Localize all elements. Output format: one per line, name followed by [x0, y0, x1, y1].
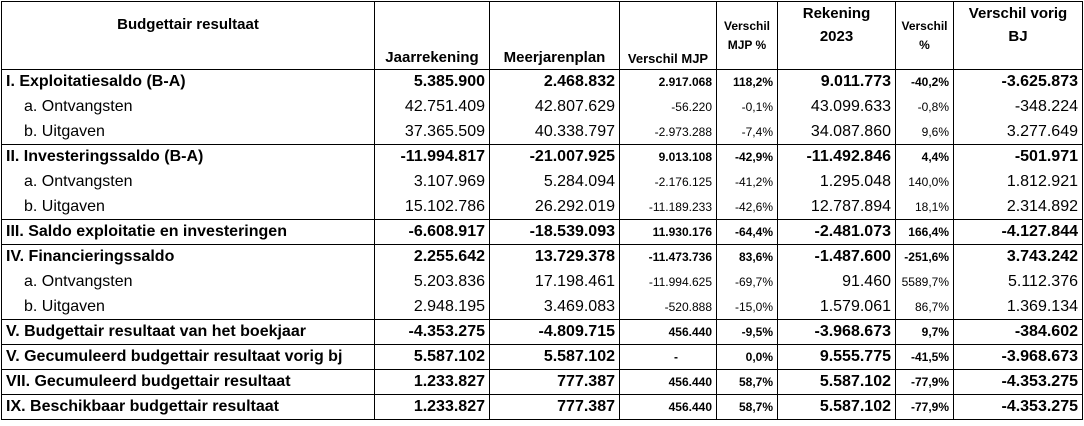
table-row	[2, 345, 1083, 370]
cell-verschil-mjp-pct: -41,2%	[717, 170, 778, 195]
table-row	[2, 270, 1083, 295]
cell-verschil-pct: -41,5%	[896, 345, 954, 370]
cell-rekening: 9.555.775	[778, 345, 896, 370]
cell-rekening: 43.099.633	[778, 95, 896, 120]
cell-meerjarenplan: -18.539.093	[490, 220, 620, 245]
cell-meerjarenplan: 13.729.378	[490, 245, 620, 270]
table-row	[2, 195, 1083, 220]
cell-verschil-mjp-pct: 58,7%	[717, 370, 778, 395]
cell-verschil-pct: 4,4%	[896, 145, 954, 170]
cell-verschil-mjp-pct: -0,1%	[717, 95, 778, 120]
cell-jaarrekening: 1.233.827	[375, 395, 490, 420]
cell-verschil-mjp-pct: 83,6%	[717, 245, 778, 270]
cell-jaarrekening: -6.608.917	[375, 220, 490, 245]
cell-jaarrekening: 5.203.836	[375, 270, 490, 295]
cell-rekening: -11.492.846	[778, 145, 896, 170]
cell-jaarrekening: 5.385.900	[375, 70, 490, 95]
cell-verschil-mjp-pct: -42,9%	[717, 145, 778, 170]
cell-verschil-vorig-bj: 1.369.134	[954, 295, 1083, 320]
table-row	[2, 120, 1083, 145]
cell-verschil-pct: -40,2%	[896, 70, 954, 95]
cell-verschil-pct: 5589,7%	[896, 270, 954, 295]
cell-verschil-vorig-bj: 5.112.376	[954, 270, 1083, 295]
cell-jaarrekening: 2.255.642	[375, 245, 490, 270]
row-label: a. Ontvangsten	[2, 270, 375, 295]
header-row	[2, 2, 1083, 70]
cell-verschil-vorig-bj: 2.314.892	[954, 195, 1083, 220]
row-label: b. Uitgaven	[2, 195, 375, 220]
cell-meerjarenplan: 777.387	[490, 370, 620, 395]
cell-verschil-mjp: -2.973.288	[620, 120, 717, 145]
cell-verschil-mjp-pct: -7,4%	[717, 120, 778, 145]
cell-meerjarenplan: 2.468.832	[490, 70, 620, 95]
cell-verschil-mjp: 2.917.068	[620, 70, 717, 95]
cell-verschil-vorig-bj: -4.127.844	[954, 220, 1083, 245]
cell-rekening: -2.481.073	[778, 220, 896, 245]
table-row	[2, 245, 1083, 270]
cell-meerjarenplan: 40.338.797	[490, 120, 620, 145]
cell-verschil-mjp: -11.473.736	[620, 245, 717, 270]
cell-meerjarenplan: 5.284.094	[490, 170, 620, 195]
cell-meerjarenplan: -4.809.715	[490, 320, 620, 345]
cell-verschil-mjp: 456.440	[620, 320, 717, 345]
header-meerjarenplan: Meerjarenplan	[490, 2, 620, 70]
cell-rekening: 91.460	[778, 270, 896, 295]
cell-verschil-pct: -77,9%	[896, 395, 954, 420]
cell-verschil-pct: 166,4%	[896, 220, 954, 245]
header-verschil-pct: Verschil %	[896, 2, 954, 70]
cell-rekening: 1.579.061	[778, 295, 896, 320]
cell-jaarrekening: 2.948.195	[375, 295, 490, 320]
row-label: V. Budgettair resultaat van het boekjaar	[2, 320, 375, 345]
cell-verschil-pct: 140,0%	[896, 170, 954, 195]
header-verschil-vorig-bj: Verschil vorig BJ	[954, 2, 1083, 70]
table-row	[2, 70, 1083, 95]
cell-verschil-pct: 9,7%	[896, 320, 954, 345]
row-label: a. Ontvangsten	[2, 95, 375, 120]
cell-meerjarenplan: 777.387	[490, 395, 620, 420]
cell-rekening: -3.968.673	[778, 320, 896, 345]
cell-verschil-mjp: -	[620, 345, 717, 370]
cell-rekening: -1.487.600	[778, 245, 896, 270]
header-label: Budgettair resultaat	[2, 2, 375, 70]
cell-jaarrekening: 42.751.409	[375, 95, 490, 120]
cell-verschil-mjp-pct: -69,7%	[717, 270, 778, 295]
cell-verschil-mjp: 11.930.176	[620, 220, 717, 245]
cell-verschil-vorig-bj: -3.968.673	[954, 345, 1083, 370]
cell-verschil-mjp-pct: -64,4%	[717, 220, 778, 245]
row-label: V. Gecumuleerd budgettair resultaat vorig bj	[2, 345, 375, 370]
budget-result-table	[1, 1, 1083, 420]
row-label: IV. Financieringssaldo	[2, 245, 375, 270]
row-label: II. Investeringssaldo (B-A)	[2, 145, 375, 170]
cell-verschil-mjp-pct: -9,5%	[717, 320, 778, 345]
row-label: b. Uitgaven	[2, 295, 375, 320]
cell-verschil-mjp: 456.440	[620, 370, 717, 395]
cell-rekening: 34.087.860	[778, 120, 896, 145]
row-label: b. Uitgaven	[2, 120, 375, 145]
cell-verschil-mjp: -2.176.125	[620, 170, 717, 195]
cell-jaarrekening: 5.587.102	[375, 345, 490, 370]
header-rekening: Rekening 2023	[778, 2, 896, 70]
cell-verschil-vorig-bj: -3.625.873	[954, 70, 1083, 95]
cell-rekening: 9.011.773	[778, 70, 896, 95]
cell-verschil-vorig-bj: -4.353.275	[954, 395, 1083, 420]
cell-meerjarenplan: -21.007.925	[490, 145, 620, 170]
cell-rekening: 5.587.102	[778, 370, 896, 395]
cell-verschil-vorig-bj: -348.224	[954, 95, 1083, 120]
cell-verschil-pct: 9,6%	[896, 120, 954, 145]
cell-verschil-mjp: 9.013.108	[620, 145, 717, 170]
cell-verschil-vorig-bj: 3.743.242	[954, 245, 1083, 270]
cell-rekening: 12.787.894	[778, 195, 896, 220]
table-row	[2, 220, 1083, 245]
cell-verschil-pct: -77,9%	[896, 370, 954, 395]
cell-verschil-mjp: -11.994.625	[620, 270, 717, 295]
cell-verschil-mjp: -11.189.233	[620, 195, 717, 220]
cell-meerjarenplan: 3.469.083	[490, 295, 620, 320]
cell-meerjarenplan: 42.807.629	[490, 95, 620, 120]
row-label: IX. Beschikbaar budgettair resultaat	[2, 395, 375, 420]
cell-verschil-pct: 18,1%	[896, 195, 954, 220]
cell-verschil-mjp-pct: -15,0%	[717, 295, 778, 320]
cell-jaarrekening: 3.107.969	[375, 170, 490, 195]
cell-verschil-pct: 86,7%	[896, 295, 954, 320]
cell-verschil-mjp: -56.220	[620, 95, 717, 120]
cell-verschil-mjp: 456.440	[620, 395, 717, 420]
row-label: VII. Gecumuleerd budgettair resultaat	[2, 370, 375, 395]
cell-verschil-vorig-bj: 3.277.649	[954, 120, 1083, 145]
cell-verschil-pct: -0,8%	[896, 95, 954, 120]
cell-verschil-mjp-pct: 58,7%	[717, 395, 778, 420]
cell-meerjarenplan: 5.587.102	[490, 345, 620, 370]
cell-rekening: 5.587.102	[778, 395, 896, 420]
cell-verschil-mjp-pct: -42,6%	[717, 195, 778, 220]
cell-verschil-mjp-pct: 118,2%	[717, 70, 778, 95]
table-row	[2, 145, 1083, 170]
row-label: III. Saldo exploitatie en investeringen	[2, 220, 375, 245]
cell-verschil-vorig-bj: 1.812.921	[954, 170, 1083, 195]
row-label: a. Ontvangsten	[2, 170, 375, 195]
cell-verschil-vorig-bj: -4.353.275	[954, 370, 1083, 395]
cell-jaarrekening: 37.365.509	[375, 120, 490, 145]
cell-jaarrekening: -4.353.275	[375, 320, 490, 345]
table-row	[2, 320, 1083, 345]
header-jaarrekening: Jaarrekening	[375, 2, 490, 70]
cell-rekening: 1.295.048	[778, 170, 896, 195]
cell-verschil-vorig-bj: -501.971	[954, 145, 1083, 170]
cell-jaarrekening: -11.994.817	[375, 145, 490, 170]
table-row	[2, 295, 1083, 320]
header-verschil-mjp: Verschil MJP	[620, 2, 717, 70]
cell-jaarrekening: 15.102.786	[375, 195, 490, 220]
table-row	[2, 370, 1083, 395]
row-label: I. Exploitatiesaldo (B-A)	[2, 70, 375, 95]
cell-jaarrekening: 1.233.827	[375, 370, 490, 395]
cell-verschil-vorig-bj: -384.602	[954, 320, 1083, 345]
table-row	[2, 170, 1083, 195]
cell-meerjarenplan: 17.198.461	[490, 270, 620, 295]
cell-verschil-mjp-pct: 0,0%	[717, 345, 778, 370]
cell-meerjarenplan: 26.292.019	[490, 195, 620, 220]
header-verschil-mjp-pct: Verschil MJP %	[717, 2, 778, 70]
cell-verschil-mjp: -520.888	[620, 295, 717, 320]
table-row	[2, 395, 1083, 420]
table-row	[2, 95, 1083, 120]
cell-verschil-pct: -251,6%	[896, 245, 954, 270]
